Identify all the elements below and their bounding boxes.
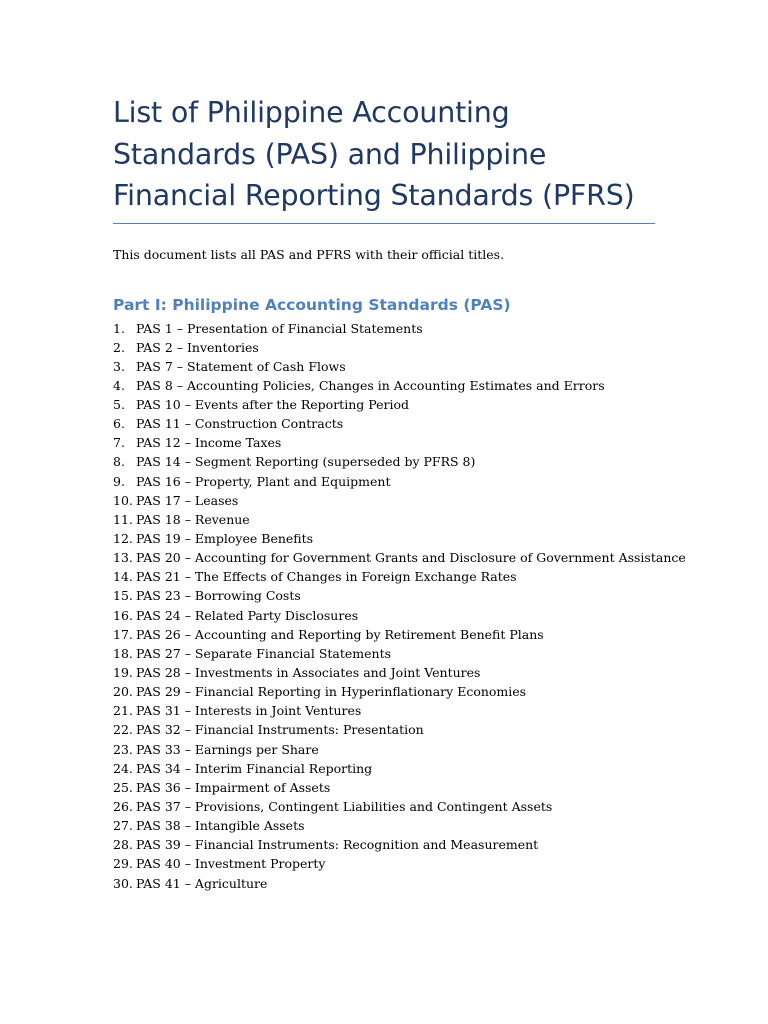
list-item-number: 23. xyxy=(113,741,133,757)
list-item xyxy=(113,472,655,491)
list-item xyxy=(113,835,655,854)
list-item-text: PAS 31 – Interests in Joint Ventures xyxy=(136,703,362,719)
list-item-number: 30. xyxy=(113,875,133,891)
list-item-text: PAS 39 – Financial Instruments: Recognition and Measurement xyxy=(136,837,539,853)
list-item-number: 4. xyxy=(113,377,125,393)
list-item xyxy=(113,759,655,778)
intro-paragraph: This document lists all PAS and PFRS with their official titles. xyxy=(113,246,505,262)
list-item-number: 24. xyxy=(113,760,133,776)
document-page xyxy=(113,92,686,893)
list-item-text: PAS 38 – Intangible Assets xyxy=(136,818,305,834)
list-item-text: PAS 24 – Related Party Disclosures xyxy=(136,607,359,623)
list-item-text: PAS 7 – Statement of Cash Flows xyxy=(136,358,346,374)
list-item xyxy=(113,357,655,376)
list-item-text: PAS 23 – Borrowing Costs xyxy=(136,588,301,604)
list-item-number: 9. xyxy=(113,473,125,489)
list-item-text: PAS 14 – Segment Reporting (superseded by PFRS 8) xyxy=(136,454,476,470)
list-item-number: 6. xyxy=(113,416,125,432)
list-item xyxy=(113,644,655,663)
list-item-text: PAS 28 – Investments in Associates and Joint Ventures xyxy=(136,665,481,681)
list-item-text: PAS 41 – Agriculture xyxy=(136,875,268,891)
list-item-number: 15. xyxy=(113,588,133,604)
list-item-text: PAS 29 – Financial Reporting in Hyperinflationary Economies xyxy=(136,684,527,700)
list-item-text: PAS 2 – Inventories xyxy=(136,339,259,355)
section-heading-pas: Part I: Philippine Accounting Standards (PAS) xyxy=(113,295,511,314)
list-item-text: PAS 17 – Leases xyxy=(136,492,239,508)
list-item-text: PAS 11 – Construction Contracts xyxy=(136,416,344,432)
list-item-text: PAS 26 – Accounting and Reporting by Retirement Benefit Plans xyxy=(136,626,544,642)
list-item xyxy=(113,606,655,625)
list-item-text: PAS 20 – Accounting for Government Grants and Disclosure of Government Assistance xyxy=(136,550,686,566)
list-item-text: PAS 16 – Property, Plant and Equipment xyxy=(136,473,391,489)
list-item-text: PAS 34 – Interim Financial Reporting xyxy=(136,760,373,776)
list-item-number: 16. xyxy=(113,607,133,623)
list-item-number: 11. xyxy=(113,511,133,527)
list-item-number: 28. xyxy=(113,837,133,853)
document-title: List of Philippine Accounting Standards (PAS) and Philippine Financial Reporting Standards (PFRS) xyxy=(113,96,635,212)
list-item xyxy=(113,797,655,816)
list-item xyxy=(113,740,655,759)
list-item xyxy=(113,338,655,357)
list-item-number: 25. xyxy=(113,779,133,795)
title-divider xyxy=(113,223,655,224)
list-item-text: PAS 10 – Events after the Reporting Period xyxy=(136,397,409,413)
list-item xyxy=(113,701,655,720)
list-item-number: 18. xyxy=(113,645,133,661)
list-item xyxy=(113,548,686,567)
list-item-text: PAS 21 – The Effects of Changes in Foreign Exchange Rates xyxy=(136,569,517,585)
list-item-number: 17. xyxy=(113,626,133,642)
list-item-number: 20. xyxy=(113,684,133,700)
list-item xyxy=(113,414,655,433)
list-item-number: 13. xyxy=(113,550,133,566)
list-item-text: PAS 36 – Impairment of Assets xyxy=(136,779,331,795)
list-item xyxy=(113,778,655,797)
list-item-text: PAS 37 – Provisions, Contingent Liabilities and Contingent Assets xyxy=(136,799,553,815)
list-item xyxy=(113,491,655,510)
list-item-number: 3. xyxy=(113,358,125,374)
list-item-number: 27. xyxy=(113,818,133,834)
list-item-text: PAS 18 – Revenue xyxy=(136,511,250,527)
list-item xyxy=(113,663,655,682)
list-item-text: PAS 27 – Separate Financial Statements xyxy=(136,645,392,661)
list-item-number: 5. xyxy=(113,397,125,413)
list-item-number: 10. xyxy=(113,492,133,508)
list-item-number: 14. xyxy=(113,569,133,585)
pas-standards-list xyxy=(113,319,686,893)
list-item xyxy=(113,586,655,605)
list-item-number: 7. xyxy=(113,435,125,451)
list-item xyxy=(113,874,655,893)
list-item xyxy=(113,682,655,701)
list-item xyxy=(113,433,655,452)
list-item-number: 21. xyxy=(113,703,133,719)
list-item-text: PAS 19 – Employee Benefits xyxy=(136,531,314,547)
list-item xyxy=(113,510,655,529)
list-item-number: 29. xyxy=(113,856,133,872)
list-item-text: PAS 33 – Earnings per Share xyxy=(136,741,319,757)
list-item-text: PAS 40 – Investment Property xyxy=(136,856,326,872)
list-item xyxy=(113,854,655,873)
list-item xyxy=(113,395,655,414)
list-item-number: 2. xyxy=(113,339,125,355)
list-item-number: 12. xyxy=(113,531,133,547)
list-item-text: PAS 1 – Presentation of Financial Statements xyxy=(136,320,423,336)
list-item-text: PAS 32 – Financial Instruments: Presentation xyxy=(136,722,424,738)
list-item xyxy=(113,720,655,739)
list-item xyxy=(113,452,655,471)
list-item-number: 19. xyxy=(113,665,133,681)
list-item-text: PAS 8 – Accounting Policies, Changes in Accounting Estimates and Errors xyxy=(136,377,605,393)
list-item-number: 1. xyxy=(113,320,125,336)
list-item xyxy=(113,816,655,835)
list-item xyxy=(113,529,655,548)
list-item-number: 8. xyxy=(113,454,125,470)
list-item-number: 22. xyxy=(113,722,133,738)
list-item xyxy=(113,625,655,644)
list-item xyxy=(113,567,655,586)
list-item-text: PAS 12 – Income Taxes xyxy=(136,435,282,451)
list-item-number: 26. xyxy=(113,799,133,815)
list-item xyxy=(113,319,655,338)
list-item xyxy=(113,376,655,395)
